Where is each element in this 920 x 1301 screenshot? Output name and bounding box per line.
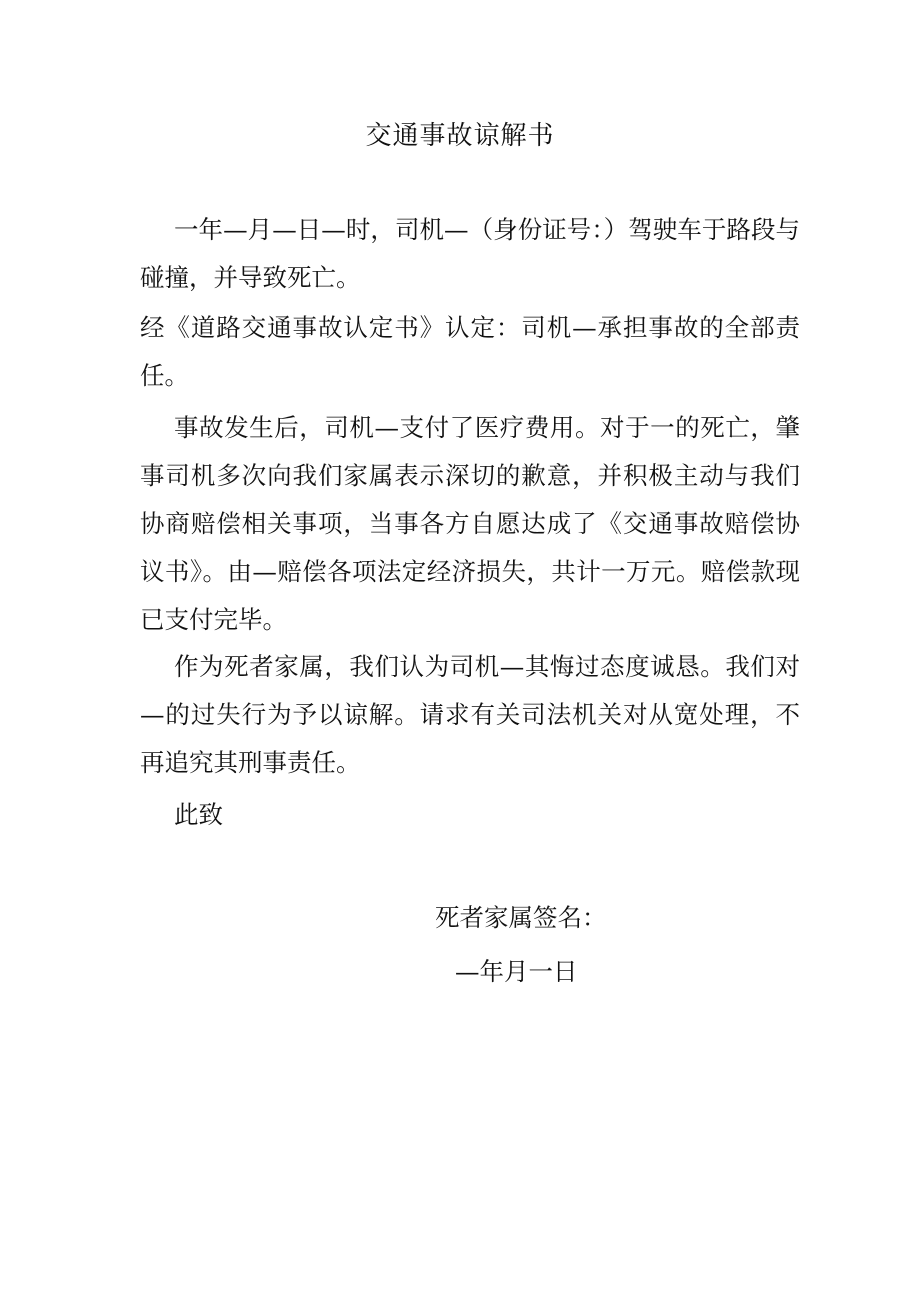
document-title: 交通事故谅解书 — [365, 121, 555, 151]
paragraph-accident-description: 一年—月—日—时，司机—（身份证号：）驾驶车于路段与碰撞，并导致死亡。 — [140, 215, 800, 292]
date-line: —年月一日 — [455, 957, 578, 986]
paragraph-liability-determination: 经《道路交通事故认定书》认定：司机—承担事故的全部责任。 — [140, 313, 800, 390]
paragraph-compensation: 事故发生后，司机—支付了医疗费用。对于一的死亡，肇事司机多次向我们家属表示深切的歉意，并积极主动与我们协商赔偿相关事项，当事各方自愿达成了《交通事故赔偿协议书》。由—赔偿各项法定经济损失，共计一万元。赔偿款现已支付完毕。 — [140, 413, 800, 634]
paragraph-closing: 此致 — [174, 800, 223, 829]
signature-label: 死者家属签名： — [435, 903, 607, 932]
paragraph-forgiveness: 作为死者家属，我们认为司机—其悔过态度诚恳。我们对—的过失行为予以谅解。请求有关司法机关对从宽处理，不再追究其刑事责任。 — [140, 652, 800, 777]
